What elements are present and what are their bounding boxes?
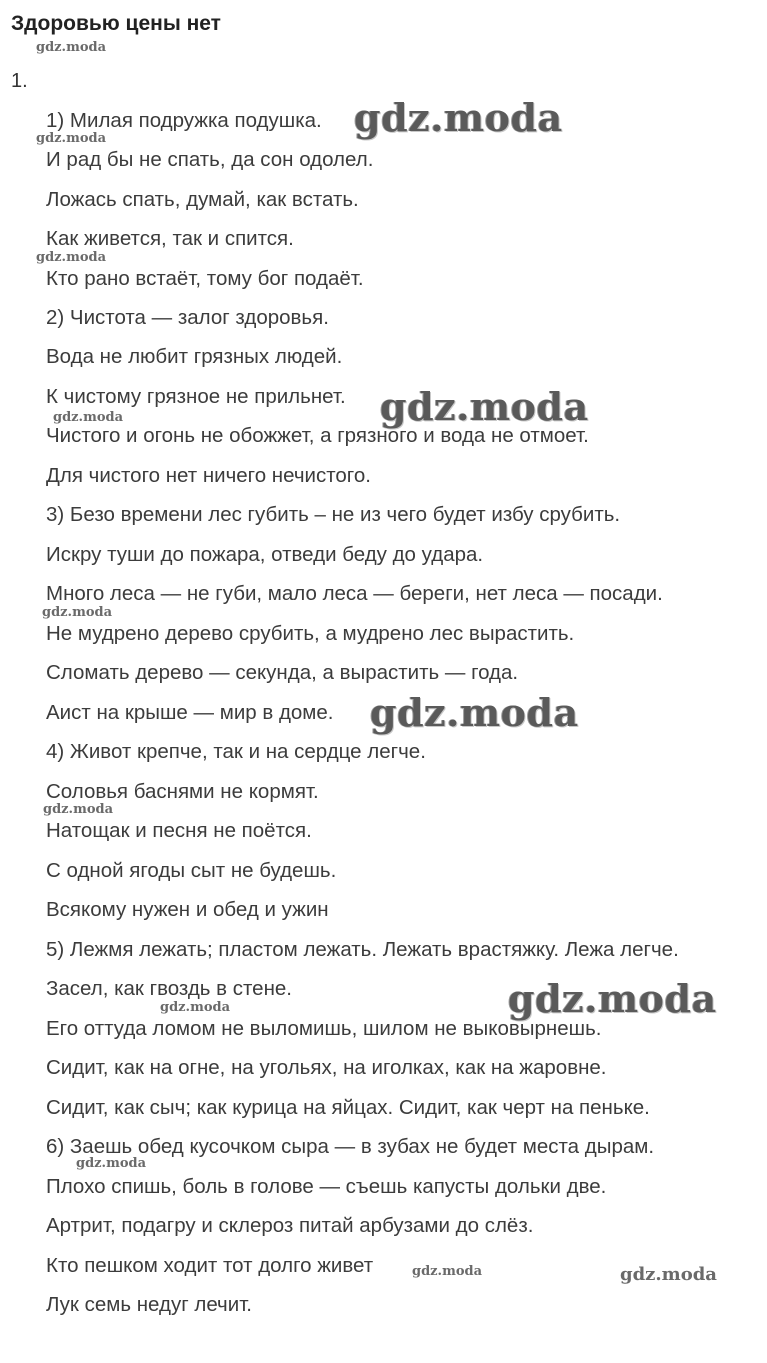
proverb-line: 2) Чистота — залог здоровья. <box>46 306 329 329</box>
watermark: gdz.moda <box>370 690 579 735</box>
proverb-line: 1) Милая подружка подушка. <box>46 109 322 132</box>
proverb-line: Его оттуда ломом не выломишь, шилом не выковырнешь. <box>46 1017 602 1040</box>
proverb-line: Вода не любит грязных людей. <box>46 345 343 368</box>
watermark: gdz.moda <box>620 1264 717 1285</box>
proverb-line: Ложась спать, думай, как встать. <box>46 188 359 211</box>
proverb-line: Артрит, подагру и склероз питай арбузами до слёз. <box>46 1214 534 1237</box>
proverb-line: Натощак и песня не поётся. <box>46 819 312 842</box>
proverb-line: 3) Безо времени лес губить – не из чего будет избу срубить. <box>46 503 621 526</box>
watermark: gdz.moda <box>76 1156 147 1171</box>
watermark: gdz.moda <box>508 976 717 1021</box>
proverb-line: И рад бы не спать, да сон одолел. <box>46 148 374 171</box>
watermark: gdz.moda <box>43 802 114 817</box>
proverb-line: Всякому нужен и обед и ужин <box>46 898 329 921</box>
proverb-line: Плохо спишь, боль в голове — съешь капусты дольки две. <box>46 1175 607 1198</box>
watermark: gdz.moda <box>36 40 107 55</box>
proverb-line: Искру туши до пожара, отведи беду до удара. <box>46 543 484 566</box>
proverb-line: 4) Живот крепче, так и на сердце легче. <box>46 740 426 763</box>
proverb-line: 5) Лежмя лежать; пластом лежать. Лежать врастяжку. Лежа легче. <box>46 938 679 961</box>
proverb-line: Сломать дерево — секунда, а вырастить — года. <box>46 661 519 684</box>
proverb-line: Чистого и огонь не обожжет, а грязного и вода не отмоет. <box>46 424 589 447</box>
page-title: Здоровью цены нет <box>11 12 221 35</box>
proverb-line: К чистому грязное не прильнет. <box>46 385 346 408</box>
proverb-line: Много леса — не губи, мало леса — береги, нет леса — посади. <box>46 582 663 605</box>
proverb-line: Сидит, как на огне, на угольях, на иголках, как на жаровне. <box>46 1056 607 1079</box>
watermark: gdz.moda <box>380 384 589 429</box>
watermark: gdz.moda <box>412 1264 483 1279</box>
proverb-line: Засел, как гвоздь в стене. <box>46 977 292 1000</box>
watermark: gdz.moda <box>42 605 113 620</box>
proverb-line: Для чистого нет ничего нечистого. <box>46 464 371 487</box>
proverb-line: Как живется, так и спится. <box>46 227 294 250</box>
proverb-line: Аист на крыше — мир в доме. <box>46 701 334 724</box>
proverb-line: Лук семь недуг лечит. <box>46 1293 253 1316</box>
watermark: gdz.moda <box>36 250 107 265</box>
proverb-line: Соловья баснями не кормят. <box>46 780 319 803</box>
proverb-line: С одной ягоды сыт не будешь. <box>46 859 337 882</box>
proverb-line: 6) Заешь обед кусочком сыра — в зубах не будет места дырам. <box>46 1135 655 1158</box>
proverb-line: Кто пешком ходит тот долго живет <box>46 1254 374 1277</box>
proverb-line: Не мудрено дерево срубить, а мудрено лес вырастить. <box>46 622 575 645</box>
watermark: gdz.moda <box>354 95 563 140</box>
task-number: 1. <box>11 70 28 92</box>
proverb-line: Сидит, как сыч; как курица на яйцах. Сидит, как черт на пеньке. <box>46 1096 650 1119</box>
watermark: gdz.moda <box>36 131 107 146</box>
watermark: gdz.moda <box>160 1000 231 1015</box>
watermark: gdz.moda <box>53 410 124 425</box>
proverb-line: Кто рано встаёт, тому бог подаёт. <box>46 267 364 290</box>
